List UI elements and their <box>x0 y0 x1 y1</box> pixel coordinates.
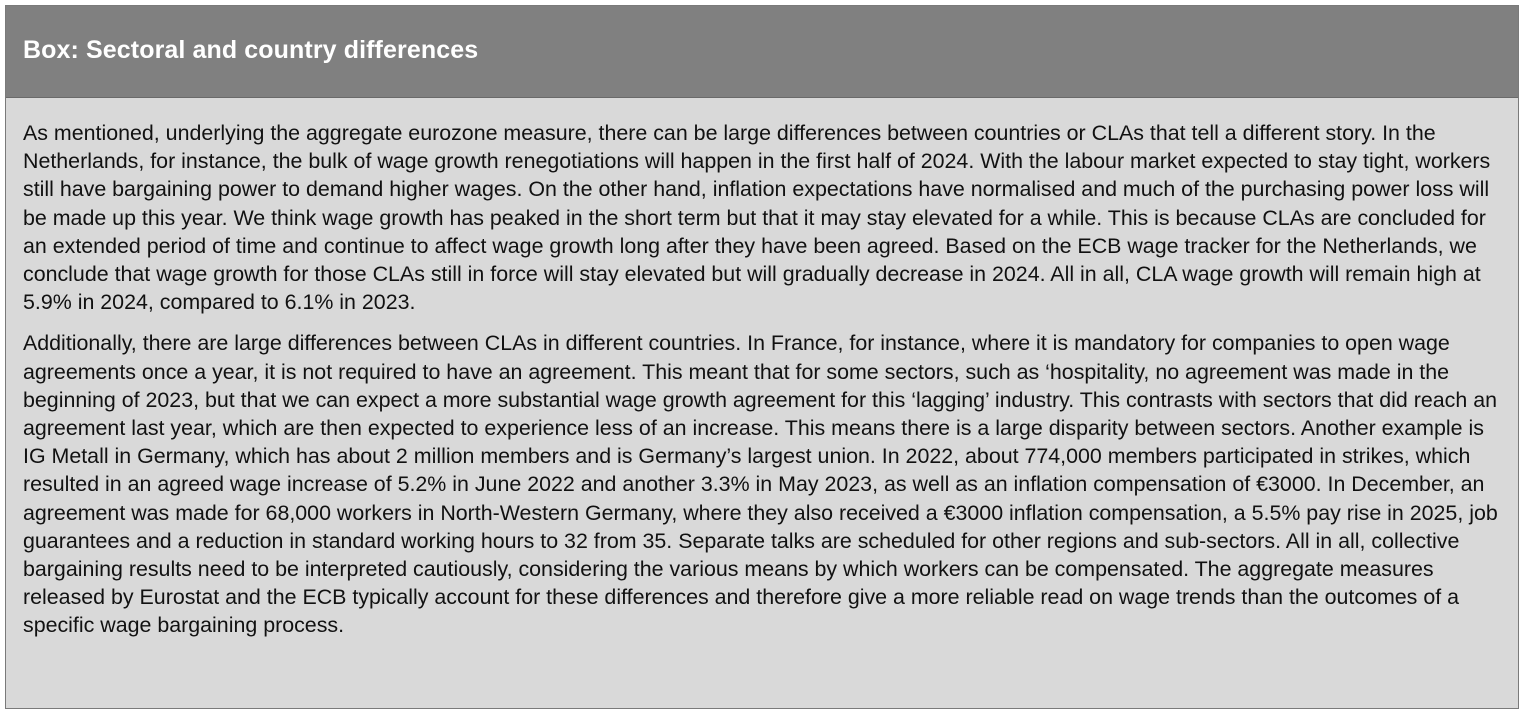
box-body <box>6 98 1518 640</box>
box-header <box>6 6 1518 98</box>
paragraph-country-differences: Additionally, there are large differences between CLAs in different countries. In France, for instance, where it is mandatory for companies to open wage agreements once a year, it is not required to have an agreement. This meant that for some sectors, such as ‘hospitality, no agreement was made in the beginning of 2023, but that we can expect a more substantial wage growth agreement for this ‘lagging’ industry. This contrasts with sectors that did reach an agreement last year, which are then expected to experience less of an increase. This means there is a large disparity between sectors. Another example is IG Metall in Germany, which has about 2 million members and is Germany’s largest union. In 2022, about 774,000 members participated in strikes, which resulted in an agreed wage increase of 5.2% in June 2022 and another 3.3% in May 2023, as well as an inflation compensation of €3000. In December, an agreement was made for 68,000 workers in North-Western Germany, where they also received a €3000 inflation compensation, a 5.5% pay rise in 2025, job guarantees and a reduction in standard working hours to 32 from 35. Separate talks are scheduled for other regions and sub-sectors. All in all, collective bargaining results need to be interpreted cautiously, considering the various means by which workers can be compensated. The aggregate measures released by Eurostat and the ECB typically account for these differences and therefore give a more reliable read on wage trends than the outcomes of a specific wage bargaining process. <box>23 331 1498 638</box>
box-title: Box: Sectoral and country differences <box>23 36 479 64</box>
info-box <box>5 5 1519 709</box>
paragraph-netherlands: As mentioned, underlying the aggregate eurozone measure, there can be large differences between countries or CLAs that tell a different story. In the Netherlands, for instance, the bulk of wage growth renegotiations will happen in the first half of 2024. With the labour market expected to stay tight, workers still have bargaining power to demand higher wages. On the other hand, inflation expectations have normalised and much of the purchasing power loss will be made up this year. We think wage growth has peaked in the short term but that it may stay elevated for a while. This is because CLAs are concluded for an extended period of time and continue to affect wage growth long after they have been agreed. Based on the ECB wage tracker for the Netherlands, we conclude that wage growth for those CLAs still in force will stay elevated but will gradually decrease in 2024. All in all, CLA wage growth will remain high at 5.9% in 2024, compared to 6.1% in 2023. <box>23 121 1491 315</box>
